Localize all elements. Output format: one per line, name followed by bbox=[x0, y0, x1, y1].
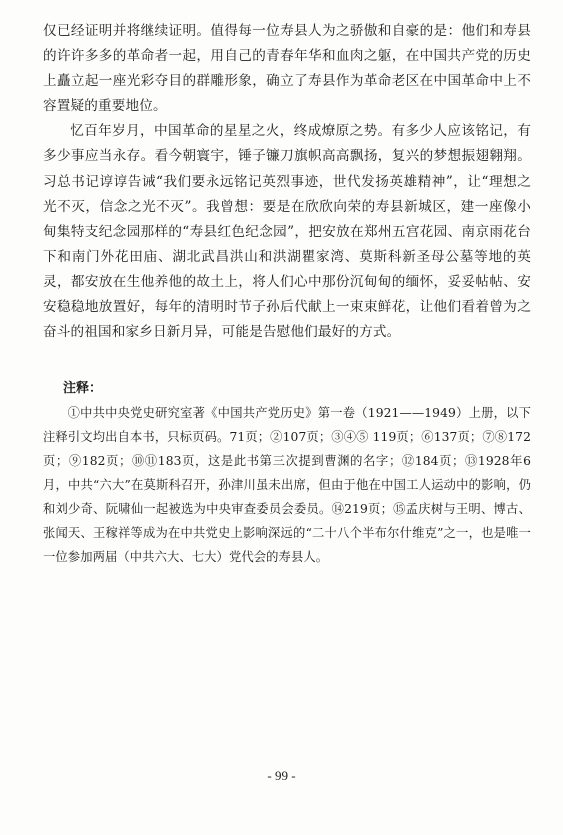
page-number: - 99 - bbox=[267, 768, 296, 783]
body-paragraph: 忆百年岁月，中国革命的星星之火，终成燎原之势。有多少人应该铭记，有多少事应当永存。看今朝寰宇，锤子镰刀旗帜高高飘扬，复兴的梦想振翅翱翔。习总书记谆谆告诫“我们要永远铭记英烈事迹，世代发扬英雄精神”，让“理想之光不灭，信念之光不灭”。我曾想：要是在欣欣向荣的寿县新城区，建一座像小甸集特支纪念园那样的“寿县红色纪念园”，把安放在郑州五宫花园、南京雨花台下和南门外花田庙、湖北武昌洪山和洪湖瞿家湾、莫斯科新圣母公墓等地的英灵，都安放在生他养他的故土上，将人们心中那份沉甸甸的缅怀，妥妥帖帖、安安稳稳地放置好，每年的清明时节子孙后代献上一束束鲜花，让他们看着曾为之奋斗的祖国和家乡日新月异，可能是告慰他们最好的方式。 bbox=[43, 123, 531, 341]
main-text bbox=[43, 19, 531, 345]
body-paragraph: 仅已经证明并将继续证明。值得每一位寿县人为之骄傲和自豪的是：他们和寿县的许许多多的革命者一起，用自己的青春年华和血肉之躯，在中国共产党的历史上矗立起一座光彩夺目的群雕形象，确立了寿县作为革命老区在中国革命中上不容置疑的重要地位。 bbox=[43, 23, 531, 115]
notes-title: 注释： bbox=[63, 381, 103, 396]
notes-text: ①中共中央党史研究室著《中国共产党历史》第一卷（1921——1949）上册，以下注释引文均出自本书，只标页码。71页；②107页；③④⑤ 119页；⑥137页；⑦⑧172页；⑨182页；⑩⑪183页，这是此书第三次提到曹渊的名字；⑫184页；⑬1928年6月，中共“六大”在莫斯科召开，孙津川虽未出席，但由于他在中国工人运动中的影响，仍和刘少奇、阮啸仙一起被选为中央审查委员会委员。⑭219页；⑮孟庆树与王明、博古、张闻天、王稼祥等成为在中共党史上影响深远的“二十八个半布尔什维克”之一，也是唯一一位参加两届（中共六大、七大）党代会的寿县人。 bbox=[43, 406, 531, 564]
notes-section bbox=[43, 378, 531, 569]
